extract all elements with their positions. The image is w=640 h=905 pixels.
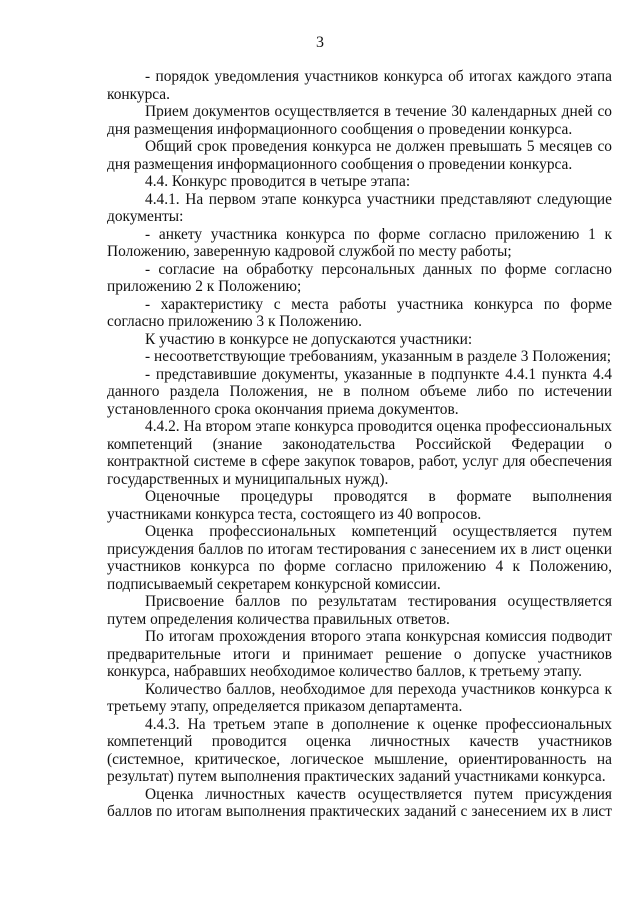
paragraph-continued: Оценка личностных качеств осуществляется путем присуждения баллов по итогам выполнения практических заданий с занесением их в лист (107, 785, 612, 820)
paragraph: Общий срок проведения конкурса не должен превышать 5 месяцев со дня размещения информационного сообщения о проведении конкурса. (107, 138, 612, 173)
list-item: - анкету участника конкурса по форме согласно приложению 1 к Положению, заверенную кадровой службой по месту работы; (107, 225, 612, 260)
list-item: - несоответствующие требованиям, указанным в разделе 3 Положения; (145, 348, 611, 365)
paragraph: Присвоение баллов по результатам тестирования осуществляется путем определения количества правильных ответов. (107, 593, 612, 628)
page-number: 3 (316, 34, 324, 51)
paragraph: По итогам прохождения второго этапа конкурсная комиссия подводит предварительные итоги и принимает решение о допуске участников конкурса, набравших необходимое количество баллов, к третьему этапу. (107, 628, 612, 680)
paragraph: Количество баллов, необходимое для перехода участников конкурса к третьему этапу, определяется приказом департамента. (107, 680, 612, 715)
list-item: - характеристику с места работы участника конкурса по форме согласно приложению 3 к Положению. (107, 295, 612, 330)
paragraph: 4.4.1. На первом этапе конкурса участники представляют следующие документы: (107, 190, 612, 225)
document-body (107, 68, 612, 821)
paragraph: - порядок уведомления участников конкурса об итогах каждого этапа конкурса. (107, 68, 612, 103)
paragraph: 4.4. Конкурс проводится в четыре этапа: (145, 173, 411, 190)
list-item: - согласие на обработку персональных данных по форме согласно приложению 2 к Положению; (107, 260, 612, 295)
paragraph: Оценочные процедуры проводятся в формате выполнения участниками конкурса теста, состоящего из 40 вопросов. (107, 488, 612, 523)
paragraph: К участию в конкурсе не допускаются участники: (145, 330, 473, 348)
list-item: - представившие документы, указанные в подпункте 4.4.1 пункта 4.4 данного раздела Положения, не в полном объеме либо по истечении установленного срока окончания приема документов. (107, 365, 612, 418)
paragraph: 4.4.3. На третьем этапе в дополнение к оценке профессиональных компетенций проводится оценка личностных качеств участников (системное, критическое, логическое мышление, ориентированность на результат) путем выполнения практических заданий участниками конкурса. (107, 715, 612, 785)
paragraph: Оценка профессиональных компетенций осуществляется путем присуждения баллов по итогам тестирования с занесением их в лист оценки участников конкурса по форме согласно приложению 4 к Положению, подписываемый секретарем конкурсной комиссии. (107, 523, 612, 593)
paragraph: Прием документов осуществляется в течение 30 календарных дней со дня размещения информационного сообщения о проведении конкурса. (107, 103, 612, 138)
paragraph: 4.4.2. На втором этапе конкурса проводится оценка профессиональных компетенций (знание законодательства Российской Федерации о контрактной системе в сфере закупок товаров, работ, услуг для обеспечения государственных и муниципальных нужд). (107, 418, 612, 488)
